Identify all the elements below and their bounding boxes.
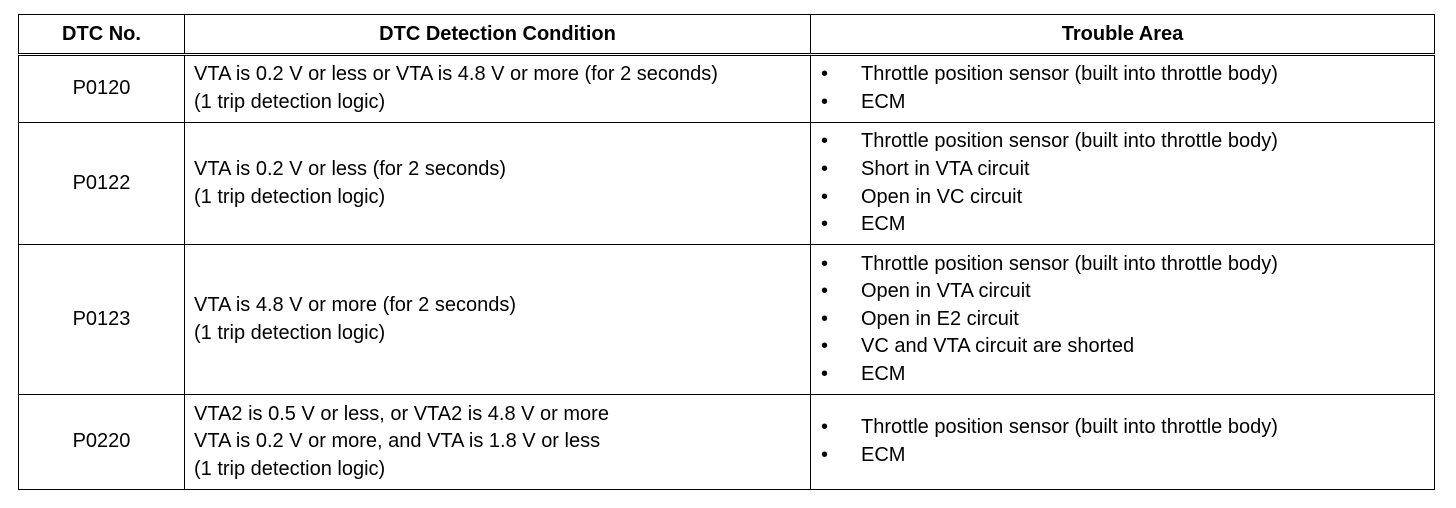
dtc-table (18, 14, 1435, 490)
condition-line: (1 trip detection logic) (194, 457, 386, 480)
table-row (19, 395, 1435, 490)
trouble-area-text: Throttle position sensor (built into throttle body) (861, 63, 1278, 86)
trouble-area-item (821, 442, 1434, 470)
bullet-icon: • (821, 416, 829, 439)
trouble-area-list (821, 251, 1434, 389)
bullet-icon: • (821, 444, 829, 466)
trouble-area-item (821, 333, 1434, 361)
dtc-code-cell: P0122 (19, 123, 185, 245)
trouble-area-item (821, 89, 1434, 117)
trouble-area-text: Open in VC circuit (861, 185, 1023, 208)
detection-condition-cell (185, 395, 811, 490)
trouble-area-text: Open in E2 circuit (861, 307, 1019, 330)
bullet-icon: • (821, 362, 829, 385)
header-trouble-area: Trouble Area (811, 15, 1435, 55)
trouble-area-cell (811, 55, 1435, 123)
trouble-area-text: ECM (861, 444, 906, 466)
condition-line: VTA is 0.2 V or less or VTA is 4.8 V or more (for 2 seconds) (194, 63, 718, 86)
trouble-area-cell (811, 245, 1435, 395)
trouble-area-list (821, 128, 1434, 238)
trouble-area-text: Throttle position sensor (built into throttle body) (861, 130, 1278, 153)
trouble-area-item (821, 156, 1434, 184)
trouble-area-item (821, 251, 1434, 279)
trouble-area-item (821, 184, 1434, 212)
trouble-area-text: Open in VTA circuit (861, 280, 1031, 303)
trouble-area-text: VC and VTA circuit are shorted (861, 335, 1135, 358)
table-row (19, 245, 1435, 395)
header-row (19, 15, 1435, 55)
trouble-area-item (821, 361, 1434, 389)
trouble-area-item (821, 306, 1434, 334)
detection-condition-cell (185, 55, 811, 123)
trouble-area-text: Throttle position sensor (built into throttle body) (861, 252, 1278, 275)
detection-condition-cell (185, 245, 811, 395)
trouble-area-text: Throttle position sensor (built into throttle body) (861, 416, 1278, 439)
trouble-area-text: ECM (861, 91, 906, 113)
header-detection-condition: DTC Detection Condition (185, 15, 811, 55)
header-dtc-no: DTC No. (19, 15, 185, 55)
dtc-code-cell: P0220 (19, 395, 185, 490)
trouble-area-item (821, 128, 1434, 156)
bullet-icon: • (821, 213, 829, 236)
trouble-area-item (821, 278, 1434, 306)
condition-line: (1 trip detection logic) (194, 91, 386, 113)
bullet-icon: • (821, 157, 829, 180)
bullet-icon: • (821, 335, 829, 358)
trouble-area-cell (811, 123, 1435, 245)
trouble-area-list (821, 61, 1434, 116)
condition-line: VTA2 is 0.5 V or less, or VTA2 is 4.8 V or more (194, 402, 609, 425)
dtc-code-cell: P0123 (19, 245, 185, 395)
bullet-icon: • (821, 280, 829, 303)
condition-line: VTA is 0.2 V or more, and VTA is 1.8 V or less (194, 430, 601, 453)
detection-condition-cell (185, 123, 811, 245)
trouble-area-list (821, 414, 1434, 469)
bullet-icon: • (821, 130, 829, 153)
dtc-code-cell: P0120 (19, 55, 185, 123)
condition-line: VTA is 0.2 V or less (for 2 seconds) (194, 157, 506, 180)
condition-line: (1 trip detection logic) (194, 321, 386, 344)
condition-line: (1 trip detection logic) (194, 185, 386, 208)
bullet-icon: • (821, 307, 829, 330)
trouble-area-cell (811, 395, 1435, 490)
bullet-icon: • (821, 185, 829, 208)
trouble-area-item (821, 211, 1434, 239)
trouble-area-item (821, 61, 1434, 89)
trouble-area-text: Short in VTA circuit (861, 157, 1030, 180)
trouble-area-text: ECM (861, 213, 906, 236)
table-row (19, 55, 1435, 123)
bullet-icon: • (821, 63, 829, 86)
trouble-area-text: ECM (861, 362, 906, 385)
bullet-icon: • (821, 252, 829, 275)
bullet-icon: • (821, 91, 829, 113)
trouble-area-item (821, 414, 1434, 442)
condition-line: VTA is 4.8 V or more (for 2 seconds) (194, 293, 516, 316)
table-row (19, 123, 1435, 245)
